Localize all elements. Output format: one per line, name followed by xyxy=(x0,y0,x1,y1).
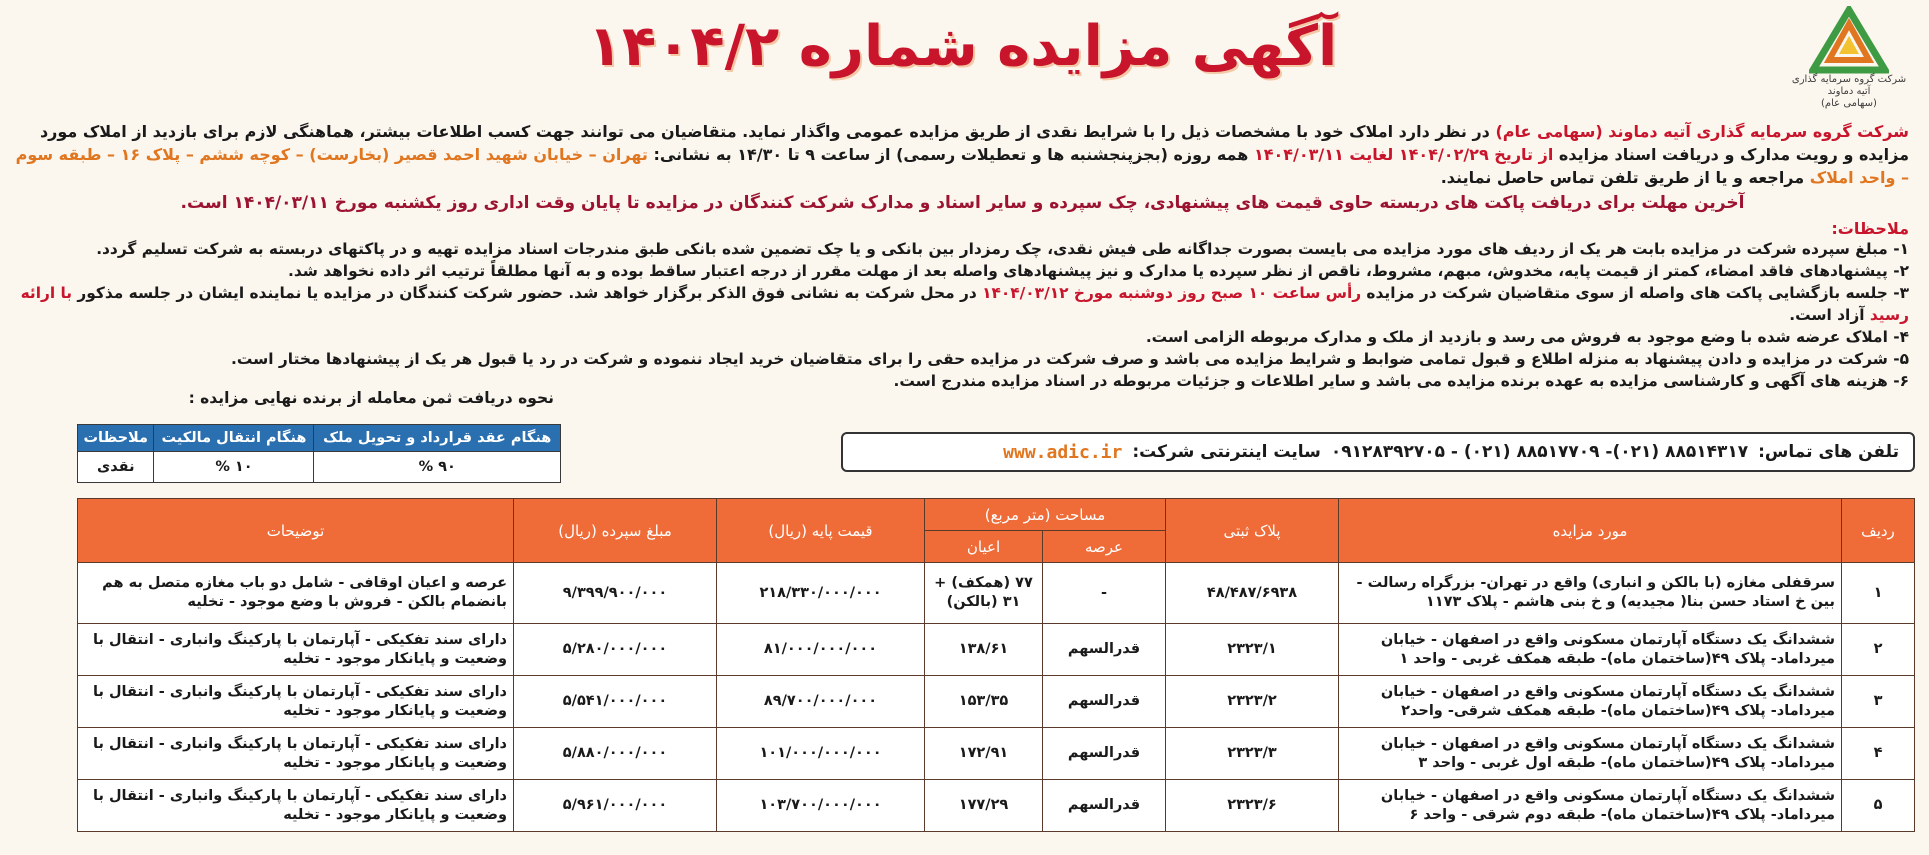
row-number: ۲ xyxy=(1842,624,1915,676)
header-base-price: قیمت پایه (ریال) xyxy=(717,499,925,563)
table-row xyxy=(78,563,1915,624)
payment-value-transfer: ۱۰ % xyxy=(154,452,314,483)
intro-text-1: در نظر دارد املاک خود با مشخصات ذیل را با xyxy=(1137,122,1496,141)
contact-box xyxy=(841,432,1915,472)
row-description: دارای سند تفکیکی - آپارتمان با پارکینگ وانباری - انتقال با وضعیت و پایانکار موجود - تخلیه xyxy=(78,728,514,780)
intro-text-4: مراجعه و یا از طریق تلفن تماس حاصل نمایند. xyxy=(1440,168,1810,187)
company-name: شرکت گروه سرمایه گذاری آتیه دماوند (سهامی عام) xyxy=(1495,122,1909,141)
logo-text-1: شرکت گروه سرمایه گذاری xyxy=(1791,74,1907,85)
row-description: دارای سند تفکیکی - آپارتمان با پارکینگ وانباری - انتقال با وضعیت و پایانکار موجود - تخلیه xyxy=(78,624,514,676)
site-link[interactable]: www.adic.ir xyxy=(1003,441,1123,463)
row-ayan: ۱۷۲/۹۱ xyxy=(925,728,1043,780)
note-3: ۳- جلسه بازگشایی پاکت های واصله از سوی متقاضیان شرکت در مزایده رأس ساعت ۱۰ صبح روز دوشنبه مورخ ۱۴۰۴/۰۳/۱۲ در محل شرکت به نشانی فوق الذکر برگزار خواهد شد. حضور شرکت کنندگان در مزایده یا نماینده ایشان در جلسه مذکور با ارائه رسید آزاد است. xyxy=(20,284,1909,324)
note-2: ۲- پیشنهادهای فاقد امضاء، کمتر از قیمت پایه، مخدوش، مبهم، مشروط، ناقص از نظر سپرده یا مدارک و نیز پیشنهادهای واصله بعد از مهلت مقرر از درجه اعتبار ساقط بوده و به آنها مطلقاً ترتیب اثر داده نخواهد شد. xyxy=(288,262,1909,280)
row-deposit: ۵/۵۴۱/۰۰۰/۰۰۰ xyxy=(514,676,717,728)
note-1: ۱- مبلغ سپرده شرکت در مزایده بابت هر یک از ردیف های مورد مزایده می بایست بصورت جداگانه طی فیش نقدی، چک رمزدار بین بانکی و یا چک تضمین شده بانکی طبق مندرجات اسناد مزایده تهیه و در پاکتهای دربسته به شرکت تسلیم گردد. xyxy=(96,240,1909,258)
header-plak: پلاک ثبتی xyxy=(1166,499,1339,563)
table-row xyxy=(78,728,1915,780)
deadline-text: آخرین مهلت برای دریافت پاکت های دربسته حاوی قیمت های پیشنهادی، چک سپرده و سایر اسناد و مدارک شرکت کنندگان در مزایده تا پایان وقت اداری روز یکشنبه مورخ ۱۴۰۴/۰۳/۱۱ است. xyxy=(180,193,1745,213)
header-item: مورد مزایده xyxy=(1339,499,1842,563)
row-plak: ۲۳۲۳/۳ xyxy=(1166,728,1339,780)
row-deposit: ۵/۲۸۰/۰۰۰/۰۰۰ xyxy=(514,624,717,676)
payment-table xyxy=(77,424,561,483)
intro-text-2: از طریق مزایده عمومی واگذار نماید. متقاضیان می توانند جهت کسب اطلاعات بیشتر، هماهنگی لازم برای بازدید از املاک مورد مزایده و رویت مدارک و دریافت اسناد مزایده xyxy=(39,122,1909,164)
header-row-number: ردیف xyxy=(1842,499,1915,563)
row-item: ششدانگ یک دستگاه آپارتمان مسکونی واقع در اصفهان - خیابان میرداماد- پلاک ۴۹(ساختمان ماه)- طبقه همکف شرقی- واحد۲ xyxy=(1339,676,1842,728)
notice-title: آگهی مزایده شماره ۱۴۰۴/۲ xyxy=(587,14,1338,79)
row-number: ۳ xyxy=(1842,676,1915,728)
header-area-arse: عرصه xyxy=(1043,531,1166,563)
payment-header-contract: هنگام عقد قرارداد و تحویل ملک xyxy=(314,425,561,452)
intro-paragraph xyxy=(10,120,1915,189)
payment-header-transfer: هنگام انتقال مالکیت xyxy=(154,425,314,452)
note-5: ۵- شرکت در مزایده و دادن پیشنهاد به منزله اطلاع و قبول تمامی ضوابط و شرایط مزایده می باشد و صرف شرکت در مزایده حقی را برای متقاضیان خرید ایجاد ننموده و شرکت در رد یا قبول هر یک از پیشنهادها مختار است. xyxy=(231,350,1909,368)
header-area-ayan: اعیان xyxy=(925,531,1043,563)
note-6: ۶- هزینه های آگهی و کارشناسی مزایده به عهده برنده مزایده می باشد و سایر اطلاعات و جزئیات مربوطه در اسناد مزایده مندرج است. xyxy=(893,372,1909,390)
row-arse: قدرالسهم xyxy=(1043,728,1166,780)
payment-header-notes: ملاحظات xyxy=(78,425,154,452)
payment-label: نحوه دریافت ثمن معامله از برنده نهایی مزایده : xyxy=(188,389,554,407)
contact-label: تلفن های تماس: xyxy=(1758,442,1899,462)
row-description: دارای سند تفکیکی - آپارتمان با پارکینگ وانباری - انتقال با وضعیت و پایانکار موجود - تخلیه xyxy=(78,676,514,728)
row-item: سرقفلی مغازه (با بالکن و انباری) واقع در تهران- بزرگراه رسالت - بین خ استاد حسن بنا( مجیدیه) و خ بنی هاشم - پلاک ۱۱۷۳ xyxy=(1339,563,1842,624)
row-description: دارای سند تفکیکی - آپارتمان با پارکینگ وانباری - انتقال با وضعیت و پایانکار موجود - تخلیه xyxy=(78,780,514,832)
row-plak: ۲۳۲۳/۱ xyxy=(1166,624,1339,676)
row-item: ششدانگ یک دستگاه آپارتمان مسکونی واقع در اصفهان - خیابان میرداماد- پلاک ۴۹(ساختمان ماه)- طبقه همکف غربی - واحد ۱ xyxy=(1339,624,1842,676)
row-base-price: ۲۱۸/۳۳۰/۰۰۰/۰۰۰ xyxy=(717,563,925,624)
payment-value-notes: نقدی xyxy=(78,452,154,483)
row-base-price: ۱۰۱/۰۰۰/۰۰۰/۰۰۰ xyxy=(717,728,925,780)
row-item: ششدانگ یک دستگاه آپارتمان مسکونی واقع در اصفهان - خیابان میرداماد- پلاک ۴۹(ساختمان ماه)- طبقه دوم شرقی - واحد ۶ xyxy=(1339,780,1842,832)
row-number: ۴ xyxy=(1842,728,1915,780)
row-deposit: ۹/۳۹۹/۹۰۰/۰۰۰ xyxy=(514,563,717,624)
payment-value-contract: ۹۰ % xyxy=(314,452,561,483)
row-arse: قدرالسهم xyxy=(1043,780,1166,832)
row-arse: قدرالسهم xyxy=(1043,624,1166,676)
notes-title: ملاحظات: xyxy=(1831,219,1909,238)
site-label: سایت اینترنتی شرکت: xyxy=(1132,442,1321,462)
row-plak: ۲۳۲۳/۶ xyxy=(1166,780,1339,832)
table-row xyxy=(78,780,1915,832)
auction-items-table xyxy=(77,498,1915,832)
row-plak: ۴۸/۴۸۷/۶۹۳۸ xyxy=(1166,563,1339,624)
row-arse: - xyxy=(1043,563,1166,624)
table-row xyxy=(78,676,1915,728)
row-base-price: ۸۱/۰۰۰/۰۰۰/۰۰۰ xyxy=(717,624,925,676)
row-deposit: ۵/۹۶۱/۰۰۰/۰۰۰ xyxy=(514,780,717,832)
header-area: مساحت (متر مربع) xyxy=(925,499,1166,531)
logo-text-3: (سهامی عام) xyxy=(1821,98,1877,109)
contact-phones: ۸۸۵۱۴۳۱۷ (۰۲۱)- ۸۸۵۱۷۷۰۹ (۰۲۱) - ۰۹۱۲۸۳۹۲۷۰۵ xyxy=(1330,442,1749,462)
intro-date-range: از تاریخ ۱۴۰۴/۰۲/۲۹ لغایت ۱۴۰۴/۰۳/۱۱ xyxy=(1253,145,1554,164)
row-base-price: ۸۹/۷۰۰/۰۰۰/۰۰۰ xyxy=(717,676,925,728)
row-plak: ۲۳۲۳/۲ xyxy=(1166,676,1339,728)
row-number: ۵ xyxy=(1842,780,1915,832)
header-deposit: مبلغ سپرده (ریال) xyxy=(514,499,717,563)
intro-address: تهران – خیابان شهید احمد قصیر (بخارست) – کوچه ششم – پلاک ۱۶ – طبقه سوم – واحد املاک xyxy=(15,145,1909,187)
row-description: عرصه و اعیان اوقافی - شامل دو باب مغازه متصل به هم بانضمام بالکن - فروش با وضع موجود - تخلیه xyxy=(78,563,514,624)
row-base-price: ۱۰۳/۷۰۰/۰۰۰/۰۰۰ xyxy=(717,780,925,832)
row-ayan: ۱۵۳/۳۵ xyxy=(925,676,1043,728)
row-ayan: ۱۷۷/۲۹ xyxy=(925,780,1043,832)
note-4: ۴- املاک عرضه شده با وضع موجود به فروش می رسد و بازدید از ملک و مدارک مربوطه الزامی است. xyxy=(1145,328,1909,346)
row-item: ششدانگ یک دستگاه آپارتمان مسکونی واقع در اصفهان - خیابان میرداماد- پلاک ۴۹(ساختمان ماه)- طبقه اول غربی - واحد ۳ xyxy=(1339,728,1842,780)
row-deposit: ۵/۸۸۰/۰۰۰/۰۰۰ xyxy=(514,728,717,780)
row-arse: قدرالسهم xyxy=(1043,676,1166,728)
row-number: ۱ xyxy=(1842,563,1915,624)
notes-list xyxy=(10,238,1915,392)
table-row xyxy=(78,624,1915,676)
intro-cash-terms: شرایط نقدی xyxy=(1036,122,1138,141)
row-ayan: ۱۳۸/۶۱ xyxy=(925,624,1043,676)
header xyxy=(10,0,1915,118)
intro-text-3: همه روزه (بجزپنجشنبه ها و تعطیلات رسمی) از ساعت ۹ تا ۱۴/۳۰ به نشانی: xyxy=(647,145,1254,164)
row-ayan: ۷۷ (همکف) + ۳۱ (بالکن) xyxy=(925,563,1043,624)
logo-text-2: آتیه دماوند xyxy=(1827,86,1871,97)
header-description: توضیحات xyxy=(78,499,514,563)
